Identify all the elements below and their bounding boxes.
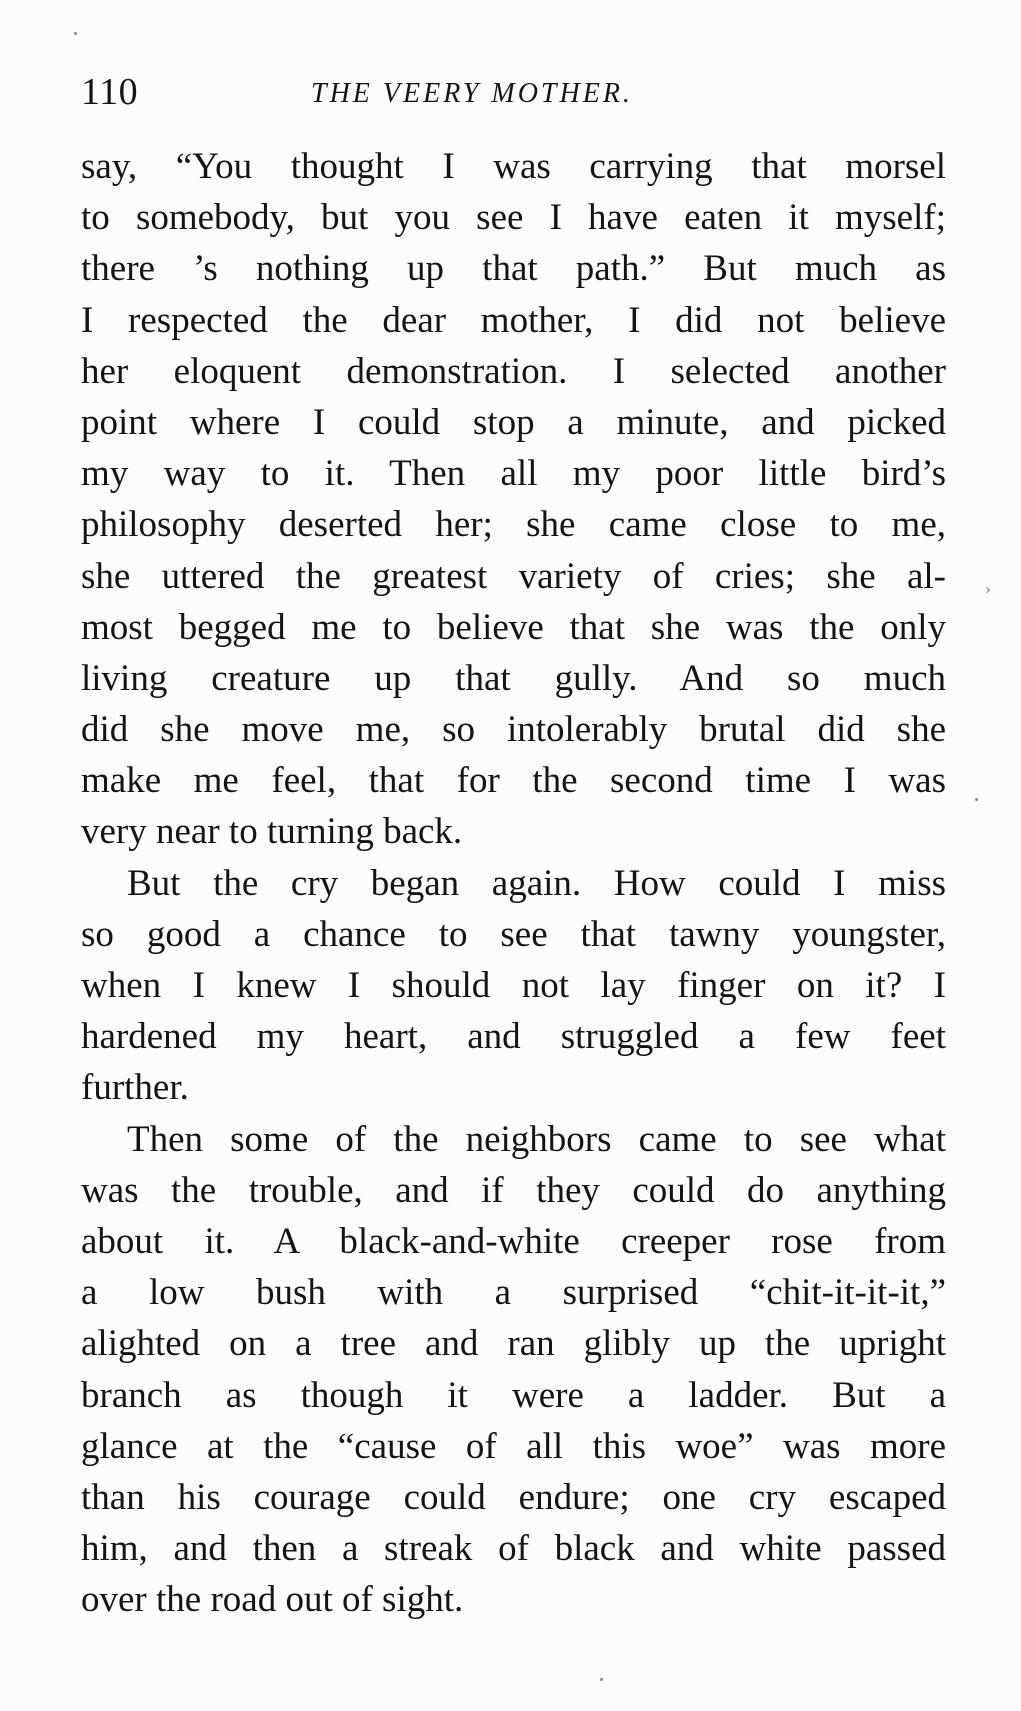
text-line: to somebody, but you see I have eaten it myself; <box>81 197 946 239</box>
text-line: was the trouble, and if they could do anything <box>81 1169 946 1211</box>
text-line: over the road out of sight. <box>81 1579 464 1621</box>
text-line: her eloquent demonstration. I selected another <box>81 350 946 392</box>
text-line: a low bush with a surprised “chit-it-it-it,” <box>81 1272 946 1314</box>
text-line: philosophy deserted her; she came close to me, <box>81 504 946 546</box>
text-line: alighted on a tree and ran glibly up the upright <box>81 1323 946 1365</box>
text-line: very near to turning back. <box>81 811 463 853</box>
text-line: say, “You thought I was carrying that morsel <box>81 146 946 187</box>
text-line: hardened my heart, and struggled a few feet <box>81 1016 946 1058</box>
text-line: glance at the “cause of all this woe” was more <box>81 1425 946 1467</box>
text-line: him, and then a streak of black and white passed <box>81 1528 946 1570</box>
text-line: further. <box>81 1067 189 1109</box>
text-line: than his courage could endure; one cry escaped <box>81 1476 946 1518</box>
paragraph-1 <box>81 141 946 858</box>
text-line: I respected the dear mother, I did not believe <box>81 299 946 341</box>
text-line: my way to it. Then all my poor little bird’s <box>81 453 946 495</box>
running-head: THE VEERY MOTHER. <box>311 78 633 109</box>
text-line: point where I could stop a minute, and picked <box>81 401 946 443</box>
text-line: when I knew I should not lay finger on it? I <box>81 965 946 1006</box>
text-line: branch as though it were a ladder. But a <box>81 1374 946 1416</box>
text-line: so good a chance to see that tawny youngster, <box>81 913 946 955</box>
page-header <box>81 60 946 120</box>
margin-mark-icon: › <box>985 578 991 598</box>
text-line: about it. A black-and-white creeper rose from <box>81 1220 946 1262</box>
text-line: Then some of the neighbors came to see what <box>127 1118 946 1160</box>
body-text <box>81 141 946 1625</box>
paragraph-2 <box>81 858 946 1114</box>
scan-speck <box>975 798 978 801</box>
text-line: But the cry began again. How could I miss <box>127 862 946 904</box>
text-line: living creature up that gully. And so much <box>81 657 946 699</box>
paragraph-3 <box>81 1114 946 1626</box>
text-line: make me feel, that for the second time I was <box>81 760 946 802</box>
page-number: 110 <box>81 71 139 113</box>
scan-speck <box>600 1678 603 1681</box>
scan-speck <box>74 32 77 35</box>
text-line: she uttered the greatest variety of cries; she al- <box>81 555 946 597</box>
text-line: most begged me to believe that she was the only <box>81 606 946 648</box>
text-line: there ’s nothing up that path.” But much as <box>81 248 946 290</box>
text-line: did she move me, so intolerably brutal did she <box>81 709 946 751</box>
